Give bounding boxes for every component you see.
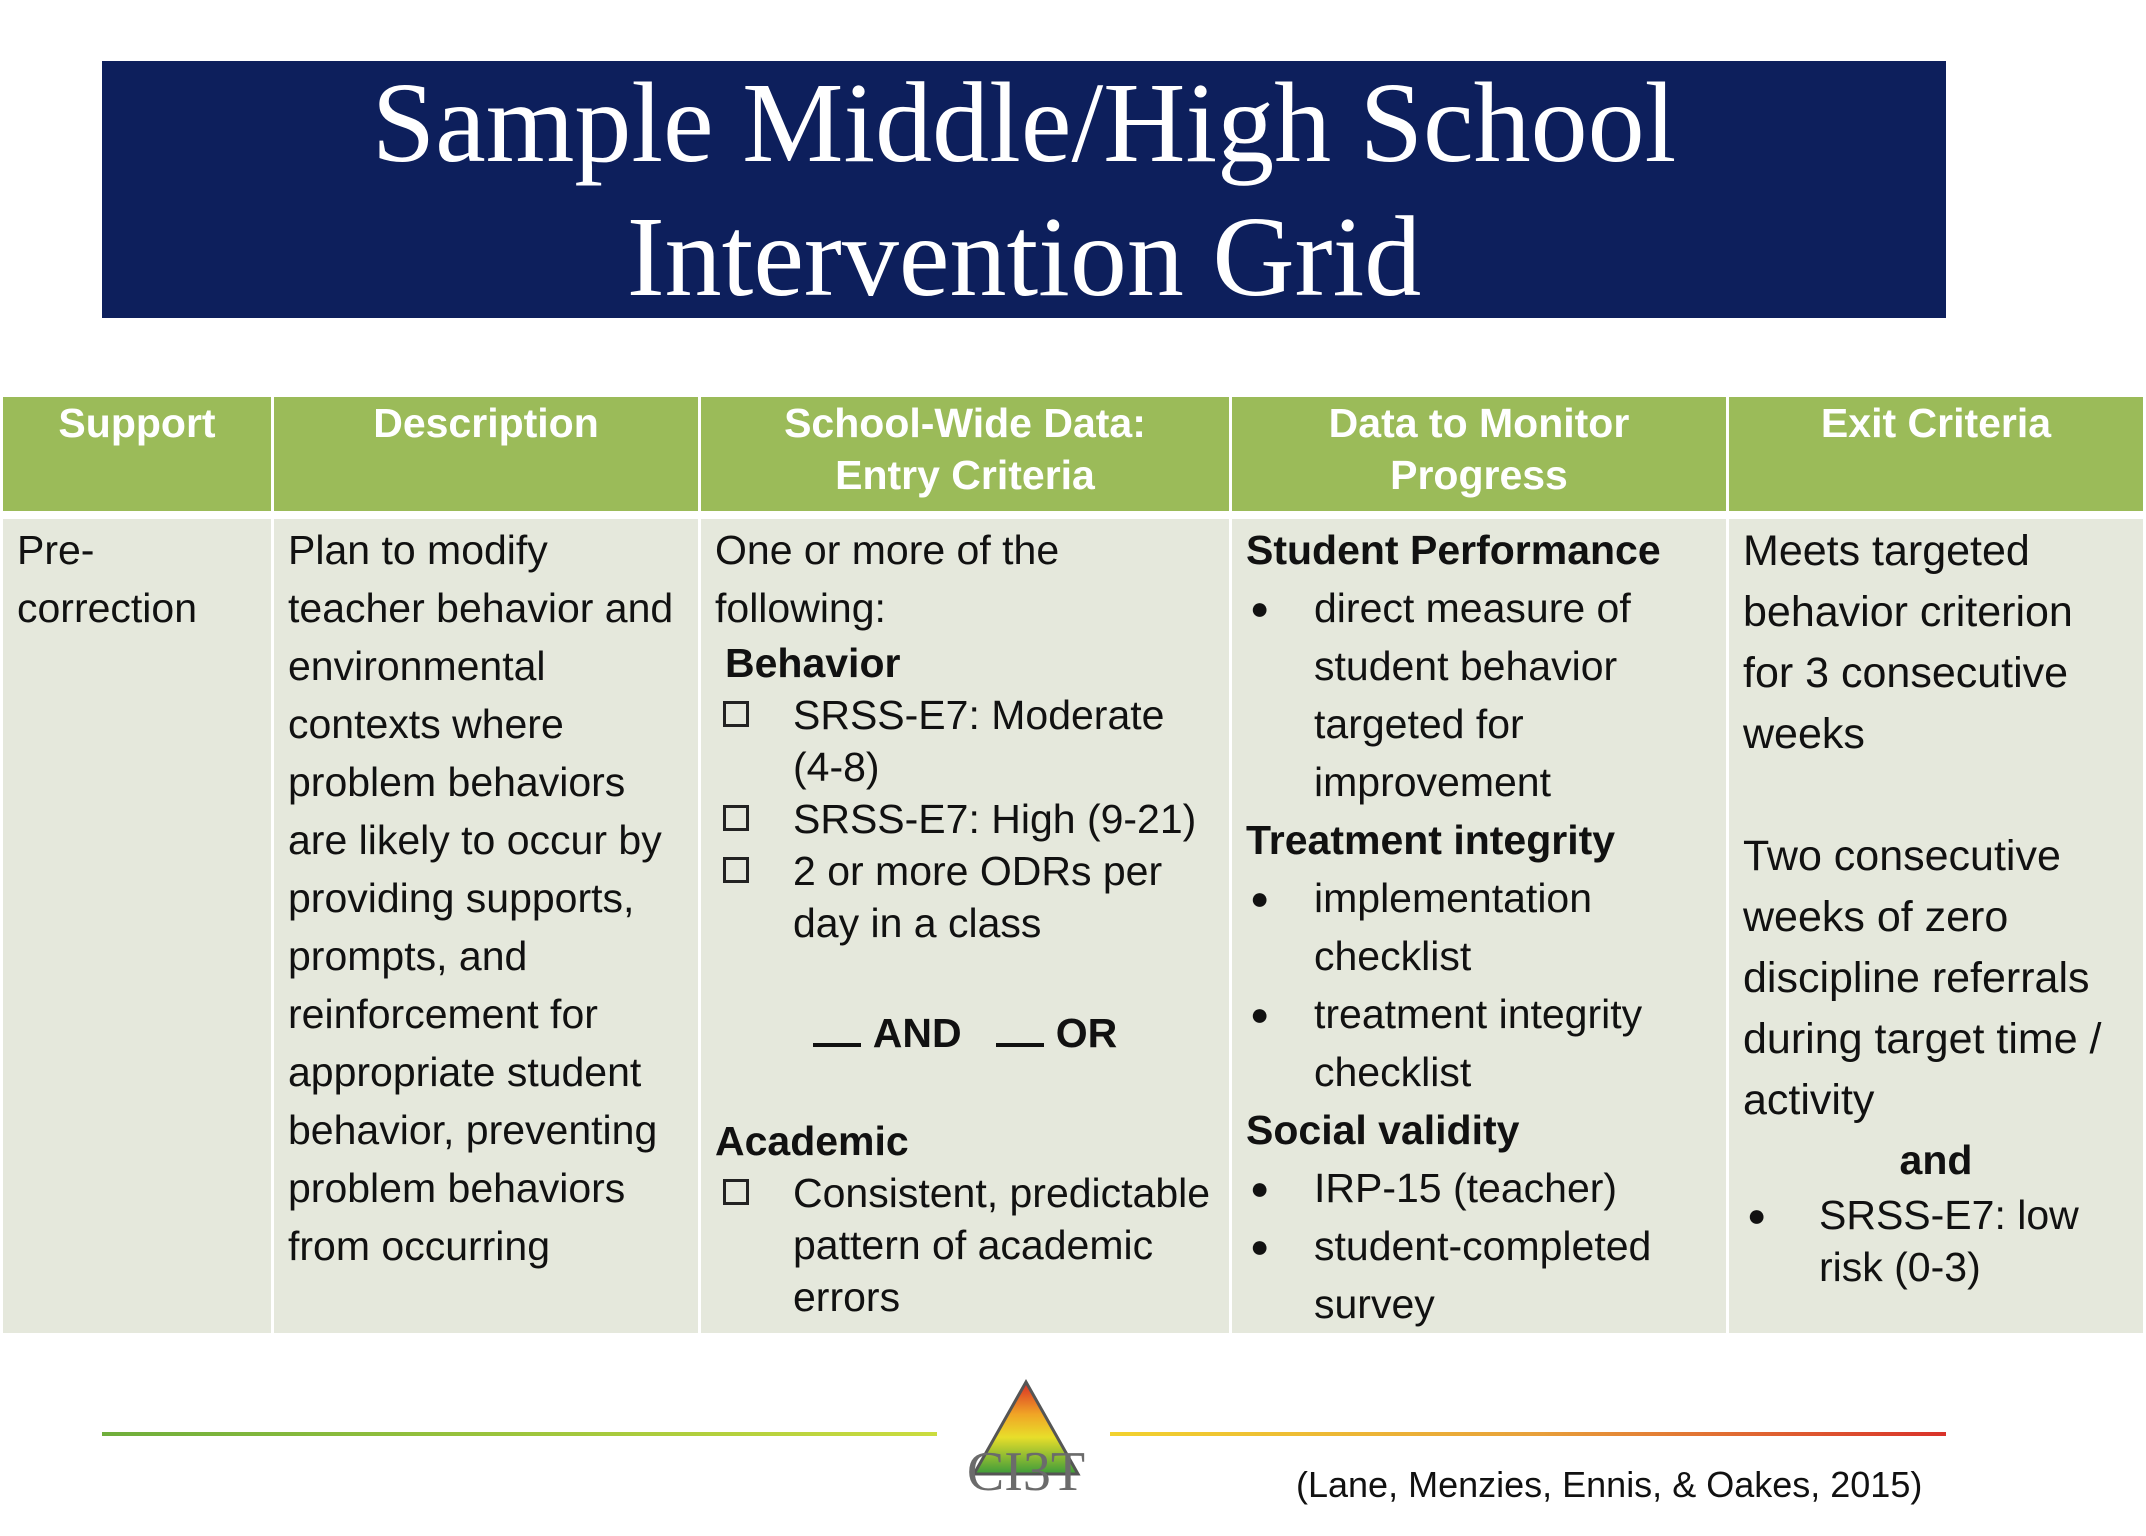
header-monitor-line2: Progress [1390,452,1568,498]
academic-heading: Academic [715,1118,909,1164]
validity-item-label: student-completed survey [1314,1223,1652,1327]
footer-divider-left [102,1432,937,1436]
cell-exit-criteria [1728,515,2145,1335]
behavior-item [715,793,1215,845]
behavior-item [715,689,1215,793]
and-blank [813,1009,861,1047]
and-or-selector [715,1007,1215,1059]
header-monitor-line1: Data to Monitor [1328,400,1630,446]
performance-item-label: direct measure of student behavior targeted for improvement [1314,585,1631,805]
integrity-item-label: treatment integrity checklist [1314,991,1643,1095]
cell-entry-criteria [700,515,1231,1335]
exit-and: and [1899,1137,1973,1183]
or-blank [996,1009,1044,1047]
bullet-icon: ● [1250,1170,1270,1206]
header-row [2,396,2145,516]
header-exit-label: Exit Criteria [1820,400,2052,446]
exit-criterion-1: Meets targeted behavior criterion for 3 consecutive weeks [1743,527,2073,758]
performance-item [1246,579,1712,811]
header-entry-criteria [700,396,1231,516]
academic-item [715,1167,1215,1323]
header-description [273,396,700,516]
checkbox-icon [723,805,749,831]
behavior-item-label: 2 or more ODRs per day in a class [793,848,1163,946]
exit-criterion-2: Two consecutive weeks of zero discipline referrals during target time / activity [1743,832,2102,1124]
cell-monitor-progress [1231,515,1728,1335]
and-label: AND [872,1010,962,1056]
integrity-item [1246,869,1712,985]
title-line-1: Sample Middle/High School [371,58,1677,186]
intervention-grid-table [0,394,2146,1336]
header-description-label: Description [373,400,599,446]
header-exit-criteria [1728,396,2145,516]
exit-bullet-item [1743,1189,2129,1293]
validity-item-label: IRP-15 (teacher) [1314,1165,1618,1211]
integrity-heading: Treatment integrity [1246,817,1616,863]
checkbox-icon [723,701,749,727]
bullet-icon: ● [1747,1197,1767,1233]
cell-support [2,515,273,1335]
integrity-item-label: implementation checklist [1314,875,1593,979]
behavior-item-label: SRSS-E7: High (9-21) [793,796,1197,842]
logo-text: CI3T [966,1441,1086,1503]
behavior-item-label: SRSS-E7: Moderate (4-8) [793,692,1165,790]
footer-divider-right [1110,1432,1946,1436]
behavior-item [715,845,1215,949]
validity-item [1246,1217,1712,1333]
slide-title [102,58,1946,320]
header-support [2,396,273,516]
performance-heading: Student Performance [1246,527,1661,573]
integrity-item [1246,985,1712,1101]
entry-intro: One or more of the following: [715,527,1060,631]
header-entry-line1: School-Wide Data: [784,400,1146,446]
or-label: OR [1055,1010,1118,1056]
support-text: Pre-correction [17,527,198,631]
exit-bullet-label: SRSS-E7: low risk (0-3) [1819,1192,2079,1290]
title-line-2: Intervention Grid [626,192,1422,320]
bullet-icon: ● [1250,1228,1270,1264]
checkbox-icon [723,857,749,883]
validity-heading: Social validity [1246,1107,1520,1153]
bullet-icon: ● [1250,880,1270,916]
checkbox-icon [723,1179,749,1205]
header-entry-line2: Entry Criteria [835,452,1095,498]
citation: (Lane, Menzies, Ennis, & Oakes, 2015) [1296,1464,1923,1505]
academic-item-label: Consistent, predictable pattern of academic errors [793,1170,1211,1320]
description-text: Plan to modify teacher behavior and environmental contexts where problem behaviors are likely to occur by providing supports, prompts, and reinforcement for appropriate student behavior, preventing problem behaviors from occurring [288,527,674,1269]
validity-item [1246,1159,1712,1217]
header-monitor-progress [1231,396,1728,516]
behavior-heading: Behavior [725,640,901,686]
bullet-icon: ● [1250,590,1270,626]
table-row [2,515,2145,1335]
header-support-label: Support [58,400,216,446]
cell-description [273,515,700,1335]
bullet-icon: ● [1250,996,1270,1032]
